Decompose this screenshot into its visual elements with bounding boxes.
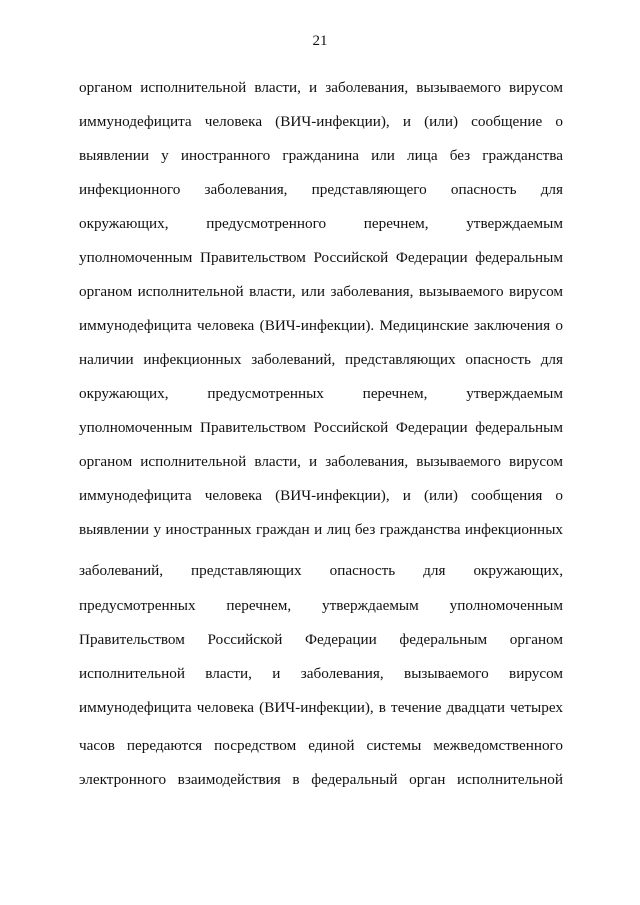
text-line: органом исполнительной власти, и заболевания, вызываемого вирусом: [79, 79, 563, 96]
text-line: предусмотренных перечнем, утверждаемым уполномоченным: [79, 597, 563, 614]
text-line: уполномоченным Правительством Российской Федерации федеральным: [79, 249, 563, 266]
text-line: органом исполнительной власти, или заболевания, вызываемого вирусом: [79, 283, 563, 300]
text-line: Правительством Российской Федерации федеральным органом: [79, 631, 563, 648]
text-line: иммунодефицита человека (ВИЧ-инфекции). Медицинские заключения о: [79, 317, 563, 334]
text-line: иммунодефицита человека (ВИЧ-инфекции), и (или) сообщения о: [79, 487, 563, 504]
text-line: электронного взаимодействия в федеральный орган исполнительной: [79, 771, 563, 788]
text-line: иммунодефицита человека (ВИЧ-инфекции), в течение двадцати четырех: [79, 699, 563, 716]
text-line: наличии инфекционных заболеваний, представляющих опасность для: [79, 351, 563, 368]
text-line: инфекционного заболевания, представляющего опасность для: [79, 181, 563, 198]
text-line: иммунодефицита человека (ВИЧ-инфекции), и (или) сообщение о: [79, 113, 563, 130]
page-number: 21: [312, 33, 328, 49]
text-line: уполномоченным Правительством Российской Федерации федеральным: [79, 419, 563, 436]
text-line: выявлении у иностранного гражданина или лица без гражданства: [79, 147, 563, 164]
text-line: часов передаются посредством единой системы межведомственного: [79, 737, 563, 754]
text-line: органом исполнительной власти, и заболевания, вызываемого вирусом: [79, 453, 563, 470]
text-line: выявлении у иностранных граждан и лиц без гражданства инфекционных: [79, 521, 563, 538]
text-line: окружающих, предусмотренных перечнем, утверждаемым: [79, 385, 563, 402]
text-line: окружающих, предусмотренного перечнем, утверждаемым: [79, 215, 563, 232]
text-line: исполнительной власти, и заболевания, вызываемого вирусом: [79, 665, 563, 682]
text-line: заболеваний, представляющих опасность для окружающих,: [79, 562, 563, 579]
